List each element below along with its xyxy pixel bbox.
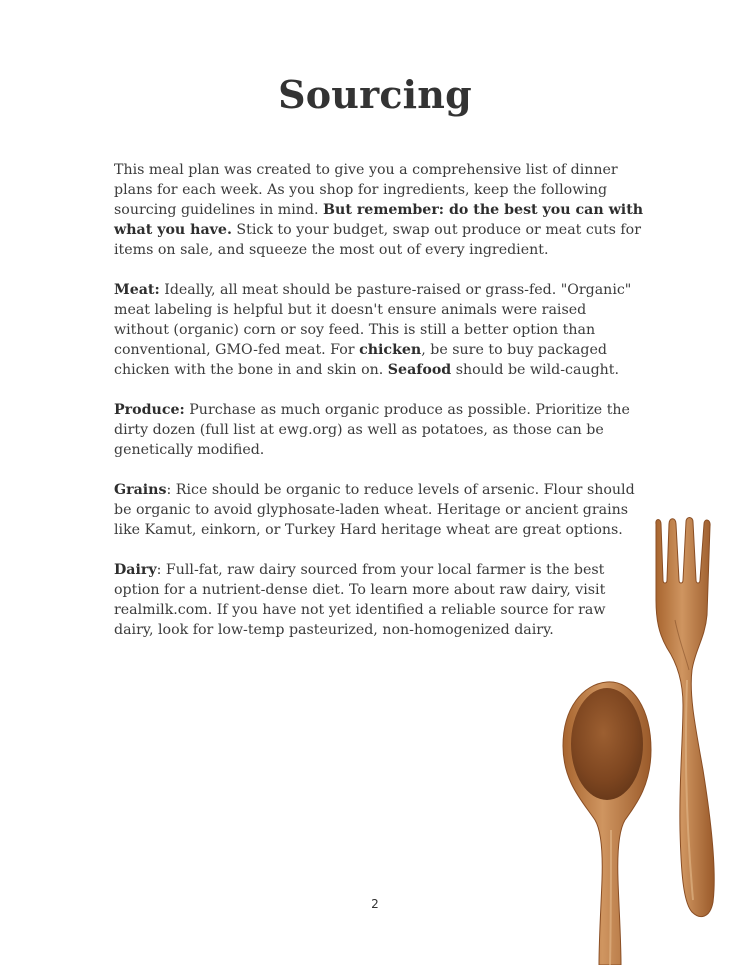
- seafood-bold: Seafood: [387, 362, 452, 378]
- wooden-spoon-icon: [563, 682, 651, 965]
- meat-text-3: should be wild-caught.: [451, 362, 620, 378]
- grains-text: : Rice should be organic to reduce levels of arsenic. Flour should be organic to avoid glyphosate-laden wheat. Heritage or ancient grains like Kamut, einkorn, or Turkey Hard heritage wheat are great options.: [114, 482, 635, 538]
- intro-paragraph: [114, 160, 644, 260]
- dairy-text: : Full-fat, raw dairy sourced from your local farmer is the best option for a nutrient-dense diet. To learn more about raw dairy, visit realmilk.com. If you have not yet identified a reliable source for raw dairy, look for low-temp pasteurized, non-homogenized dairy.: [114, 562, 606, 638]
- produce-label: Produce:: [114, 402, 185, 418]
- meat-text-2: , be sure to buy packaged chicken with the bone in and skin on.: [114, 342, 607, 378]
- wooden-fork-icon: [656, 518, 714, 917]
- intro-text-1: This meal plan was created to give you a comprehensive list of dinner plans for each week. As you shop for ingredients, keep the following sourcing guidelines in mind.: [114, 162, 618, 218]
- grains-label: Grains: [114, 482, 167, 498]
- meat-text-1: Ideally, all meat should be pasture-raised or grass-fed. "Organic" meat labeling is helpful but it doesn't ensure animals were raised without (organic) corn or soy feed. This is still a better option than conventional, GMO-fed meat. For: [114, 282, 632, 358]
- intro-bold: But remember: do the best you can with what you have.: [114, 202, 644, 238]
- chicken-bold: chicken: [359, 342, 422, 358]
- produce-text: Purchase as much organic produce as possible. Prioritize the dirty dozen (full list at ewg.org) as well as potatoes, as those can be genetically modified.: [114, 402, 630, 458]
- dairy-label: Dairy: [114, 562, 157, 578]
- page-title: Sourcing: [278, 72, 472, 117]
- meat-label: Meat:: [114, 282, 160, 298]
- intro-text-2: Stick to your budget, swap out produce or meat cuts for items on sale, and squeeze the most out of every ingredient.: [114, 222, 642, 258]
- page-number: 2: [371, 897, 379, 911]
- meat-paragraph: [114, 280, 644, 380]
- produce-paragraph: [114, 400, 644, 460]
